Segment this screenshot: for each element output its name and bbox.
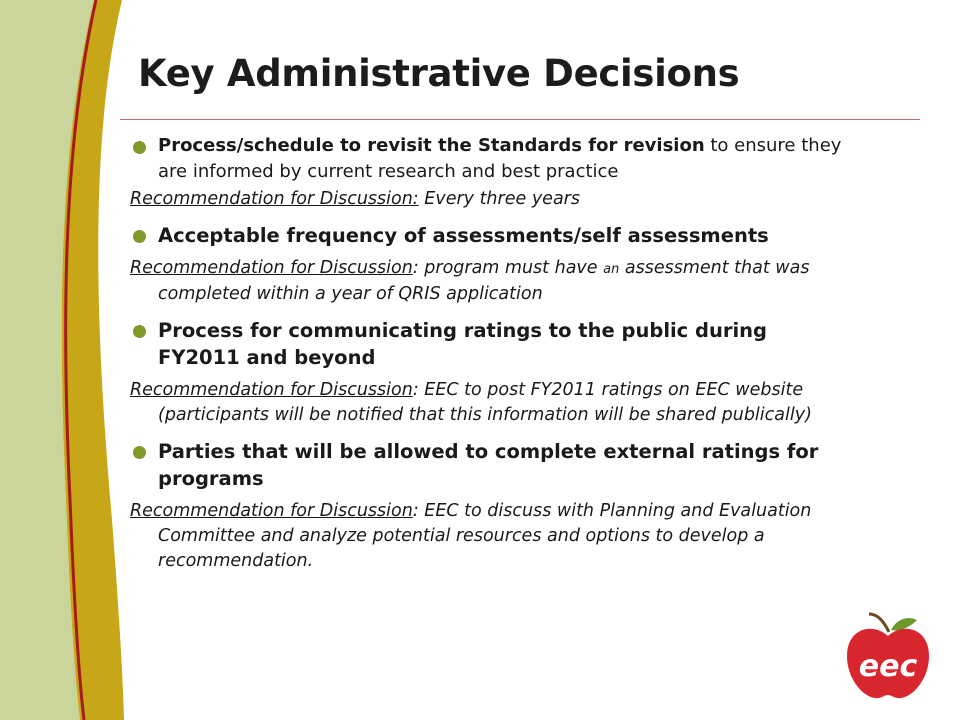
- bullet-heading: Process/schedule to revisit the Standards for revision: [158, 135, 705, 156]
- recommendation-label: Recommendation for Discussion: [130, 380, 413, 400]
- bullet-item: [130, 222, 850, 249]
- slide-content: [130, 133, 850, 584]
- recommendation: [130, 499, 850, 574]
- recommendation-text-small: an: [603, 262, 620, 277]
- recommendation-text: Every three years: [418, 189, 580, 209]
- recommendation-text: assessment that was completed within a year of QRIS application: [158, 258, 810, 304]
- eec-apple-logo: [843, 612, 933, 702]
- title-divider: [120, 119, 920, 120]
- recommendation-text: : program must have: [412, 258, 604, 278]
- bullet-dot-icon: [133, 325, 146, 338]
- bullet-item: [130, 317, 850, 371]
- bullet-heading: Acceptable frequency of assessments/self assessments: [158, 224, 769, 247]
- recommendation: [130, 187, 850, 212]
- bullet-item: [130, 438, 850, 492]
- slide-title: Key Administrative Decisions: [138, 52, 740, 95]
- recommendation-label: Recommendation for Discussion: [130, 501, 413, 521]
- recommendation-label: Recommendation for Discussion:: [130, 189, 419, 209]
- bullet-dot-icon: [133, 446, 146, 459]
- recommendation-label: Recommendation for Discussion: [130, 258, 413, 278]
- recommendation: [130, 378, 850, 428]
- bullet-text: to ensure they are informed by current research and best practice: [158, 135, 842, 182]
- left-decorative-swoosh: [0, 0, 140, 720]
- recommendation-text: : EEC to discuss with Planning and Evaluation Committee and analyze potential resources and options to develop a recommendation.: [158, 501, 812, 571]
- bullet-dot-icon: [133, 230, 146, 243]
- bullet-item: [130, 133, 850, 185]
- logo-text: eec: [858, 649, 918, 684]
- bullet-dot-icon: [133, 141, 146, 154]
- recommendation: [130, 256, 850, 307]
- bullet-heading: Process for communicating ratings to the public during FY2011 and beyond: [158, 319, 768, 369]
- bullet-heading: Parties that will be allowed to complete external ratings for programs: [158, 440, 819, 490]
- recommendation-text: : EEC to post FY2011 ratings on EEC website (participants will be notified that this information will be shared publically): [158, 380, 812, 425]
